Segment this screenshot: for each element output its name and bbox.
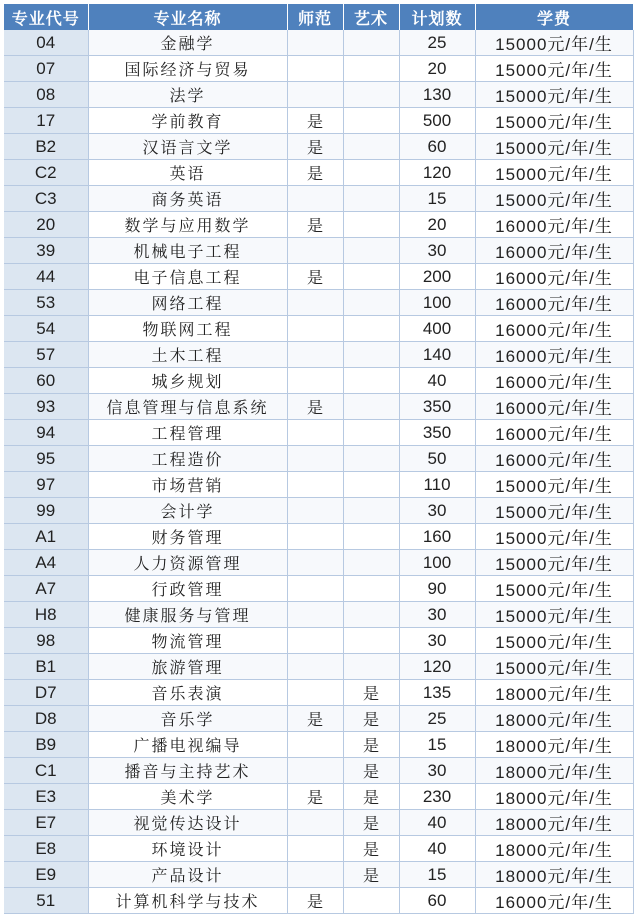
cell-fee: 15000元/年/生 — [475, 550, 633, 576]
cell-fee: 15000元/年/生 — [475, 498, 633, 524]
cell-code: 95 — [4, 446, 88, 472]
cell-name: 物流管理 — [88, 628, 287, 654]
cell-normal: 是 — [287, 784, 343, 810]
cell-fee: 15000元/年/生 — [475, 30, 633, 56]
cell-plan: 60 — [399, 888, 475, 914]
cell-code: 54 — [4, 316, 88, 342]
cell-normal — [287, 420, 343, 446]
cell-plan: 40 — [399, 368, 475, 394]
cell-code: E3 — [4, 784, 88, 810]
table-row — [4, 602, 633, 628]
cell-code: C2 — [4, 160, 88, 186]
table-row — [4, 680, 633, 706]
cell-name: 数学与应用数学 — [88, 212, 287, 238]
cell-normal — [287, 524, 343, 550]
cell-code: B2 — [4, 134, 88, 160]
cell-art: 是 — [343, 680, 399, 706]
table-row — [4, 56, 633, 82]
major-table-container — [4, 4, 633, 914]
cell-code: 44 — [4, 264, 88, 290]
cell-fee: 16000元/年/生 — [475, 290, 633, 316]
cell-art — [343, 472, 399, 498]
cell-normal — [287, 732, 343, 758]
cell-code: 99 — [4, 498, 88, 524]
cell-art — [343, 524, 399, 550]
cell-normal — [287, 30, 343, 56]
cell-normal — [287, 472, 343, 498]
cell-plan: 500 — [399, 108, 475, 134]
table-row — [4, 212, 633, 238]
cell-plan: 90 — [399, 576, 475, 602]
cell-name: 音乐学 — [88, 706, 287, 732]
header-name: 专业名称 — [88, 4, 287, 30]
cell-fee: 16000元/年/生 — [475, 420, 633, 446]
table-row — [4, 628, 633, 654]
cell-name: 环境设计 — [88, 836, 287, 862]
cell-fee: 15000元/年/生 — [475, 186, 633, 212]
cell-fee: 18000元/年/生 — [475, 836, 633, 862]
cell-fee: 15000元/年/生 — [475, 82, 633, 108]
table-row — [4, 498, 633, 524]
table-row — [4, 810, 633, 836]
cell-name: 工程管理 — [88, 420, 287, 446]
cell-plan: 120 — [399, 654, 475, 680]
cell-code: 08 — [4, 82, 88, 108]
table-row — [4, 264, 633, 290]
cell-art — [343, 56, 399, 82]
cell-code: E7 — [4, 810, 88, 836]
table-header-row — [4, 4, 633, 30]
cell-code: 97 — [4, 472, 88, 498]
table-row — [4, 784, 633, 810]
cell-plan: 40 — [399, 810, 475, 836]
table-row — [4, 472, 633, 498]
cell-normal: 是 — [287, 212, 343, 238]
cell-art — [343, 134, 399, 160]
header-code: 专业代号 — [4, 4, 88, 30]
table-row — [4, 862, 633, 888]
cell-plan: 25 — [399, 706, 475, 732]
cell-fee: 18000元/年/生 — [475, 706, 633, 732]
cell-name: 金融学 — [88, 30, 287, 56]
cell-fee: 16000元/年/生 — [475, 446, 633, 472]
cell-plan: 30 — [399, 602, 475, 628]
cell-normal — [287, 316, 343, 342]
cell-art: 是 — [343, 732, 399, 758]
cell-plan: 30 — [399, 758, 475, 784]
cell-fee: 15000元/年/生 — [475, 108, 633, 134]
cell-art — [343, 212, 399, 238]
cell-plan: 30 — [399, 238, 475, 264]
table-row — [4, 758, 633, 784]
cell-plan: 200 — [399, 264, 475, 290]
cell-name: 电子信息工程 — [88, 264, 287, 290]
cell-art — [343, 498, 399, 524]
cell-art — [343, 368, 399, 394]
cell-art — [343, 446, 399, 472]
cell-code: 07 — [4, 56, 88, 82]
cell-art — [343, 342, 399, 368]
cell-name: 学前教育 — [88, 108, 287, 134]
cell-name: 计算机科学与技术 — [88, 888, 287, 914]
cell-normal — [287, 680, 343, 706]
cell-fee: 15000元/年/生 — [475, 472, 633, 498]
cell-normal — [287, 758, 343, 784]
cell-code: D7 — [4, 680, 88, 706]
cell-plan: 20 — [399, 212, 475, 238]
cell-code: 93 — [4, 394, 88, 420]
cell-normal — [287, 238, 343, 264]
cell-name: 会计学 — [88, 498, 287, 524]
table-row — [4, 82, 633, 108]
table-row — [4, 654, 633, 680]
cell-name: 美术学 — [88, 784, 287, 810]
cell-code: E9 — [4, 862, 88, 888]
cell-code: C1 — [4, 758, 88, 784]
cell-name: 行政管理 — [88, 576, 287, 602]
cell-code: A4 — [4, 550, 88, 576]
cell-art — [343, 82, 399, 108]
cell-code: 98 — [4, 628, 88, 654]
cell-art — [343, 264, 399, 290]
cell-name: 工程造价 — [88, 446, 287, 472]
cell-name: 财务管理 — [88, 524, 287, 550]
cell-art: 是 — [343, 784, 399, 810]
cell-plan: 230 — [399, 784, 475, 810]
cell-normal — [287, 290, 343, 316]
cell-name: 英语 — [88, 160, 287, 186]
cell-normal: 是 — [287, 160, 343, 186]
table-row — [4, 108, 633, 134]
cell-name: 广播电视编导 — [88, 732, 287, 758]
cell-code: 94 — [4, 420, 88, 446]
cell-name: 人力资源管理 — [88, 550, 287, 576]
cell-art — [343, 290, 399, 316]
cell-normal — [287, 836, 343, 862]
cell-fee: 16000元/年/生 — [475, 394, 633, 420]
cell-plan: 400 — [399, 316, 475, 342]
cell-art — [343, 108, 399, 134]
cell-normal — [287, 186, 343, 212]
cell-code: 39 — [4, 238, 88, 264]
cell-art — [343, 30, 399, 56]
cell-normal: 是 — [287, 706, 343, 732]
cell-fee: 18000元/年/生 — [475, 862, 633, 888]
cell-normal — [287, 342, 343, 368]
cell-art — [343, 576, 399, 602]
cell-normal: 是 — [287, 888, 343, 914]
table-row — [4, 836, 633, 862]
cell-fee: 15000元/年/生 — [475, 602, 633, 628]
table-row — [4, 732, 633, 758]
cell-fee: 16000元/年/生 — [475, 368, 633, 394]
cell-code: A1 — [4, 524, 88, 550]
table-row — [4, 706, 633, 732]
cell-art — [343, 550, 399, 576]
cell-art: 是 — [343, 706, 399, 732]
cell-normal — [287, 550, 343, 576]
table-row — [4, 576, 633, 602]
cell-name: 城乡规划 — [88, 368, 287, 394]
cell-plan: 135 — [399, 680, 475, 706]
cell-code: 51 — [4, 888, 88, 914]
cell-normal: 是 — [287, 394, 343, 420]
table-row — [4, 888, 633, 914]
cell-fee: 16000元/年/生 — [475, 342, 633, 368]
table-row — [4, 160, 633, 186]
cell-code: 17 — [4, 108, 88, 134]
cell-code: A7 — [4, 576, 88, 602]
cell-normal — [287, 82, 343, 108]
table-row — [4, 342, 633, 368]
cell-art — [343, 420, 399, 446]
cell-name: 国际经济与贸易 — [88, 56, 287, 82]
cell-fee: 15000元/年/生 — [475, 160, 633, 186]
cell-name: 机械电子工程 — [88, 238, 287, 264]
cell-fee: 18000元/年/生 — [475, 784, 633, 810]
cell-normal — [287, 368, 343, 394]
cell-art — [343, 316, 399, 342]
cell-normal — [287, 654, 343, 680]
cell-code: 60 — [4, 368, 88, 394]
cell-code: B9 — [4, 732, 88, 758]
cell-art: 是 — [343, 758, 399, 784]
cell-plan: 30 — [399, 628, 475, 654]
cell-plan: 350 — [399, 420, 475, 446]
cell-fee: 18000元/年/生 — [475, 732, 633, 758]
header-plan: 计划数 — [399, 4, 475, 30]
cell-name: 物联网工程 — [88, 316, 287, 342]
table-row — [4, 420, 633, 446]
cell-fee: 16000元/年/生 — [475, 264, 633, 290]
table-row — [4, 550, 633, 576]
cell-art — [343, 888, 399, 914]
cell-plan: 25 — [399, 30, 475, 56]
cell-code: B1 — [4, 654, 88, 680]
cell-fee: 16000元/年/生 — [475, 212, 633, 238]
cell-plan: 15 — [399, 186, 475, 212]
table-row — [4, 394, 633, 420]
cell-plan: 15 — [399, 862, 475, 888]
cell-name: 法学 — [88, 82, 287, 108]
cell-fee: 16000元/年/生 — [475, 888, 633, 914]
cell-name: 音乐表演 — [88, 680, 287, 706]
cell-art — [343, 160, 399, 186]
cell-normal — [287, 862, 343, 888]
cell-fee: 18000元/年/生 — [475, 680, 633, 706]
cell-art — [343, 654, 399, 680]
cell-plan: 120 — [399, 160, 475, 186]
cell-code: 53 — [4, 290, 88, 316]
cell-fee: 15000元/年/生 — [475, 134, 633, 160]
cell-plan: 130 — [399, 82, 475, 108]
cell-plan: 60 — [399, 134, 475, 160]
cell-fee: 15000元/年/生 — [475, 576, 633, 602]
table-row — [4, 30, 633, 56]
cell-normal — [287, 446, 343, 472]
cell-name: 信息管理与信息系统 — [88, 394, 287, 420]
cell-plan: 100 — [399, 550, 475, 576]
cell-name: 播音与主持艺术 — [88, 758, 287, 784]
cell-normal — [287, 498, 343, 524]
cell-fee: 15000元/年/生 — [475, 654, 633, 680]
cell-code: C3 — [4, 186, 88, 212]
cell-code: H8 — [4, 602, 88, 628]
cell-plan: 50 — [399, 446, 475, 472]
cell-plan: 40 — [399, 836, 475, 862]
cell-name: 产品设计 — [88, 862, 287, 888]
cell-normal: 是 — [287, 264, 343, 290]
table-row — [4, 290, 633, 316]
cell-normal: 是 — [287, 108, 343, 134]
cell-normal — [287, 628, 343, 654]
cell-art — [343, 186, 399, 212]
cell-fee: 18000元/年/生 — [475, 810, 633, 836]
cell-name: 旅游管理 — [88, 654, 287, 680]
cell-art: 是 — [343, 810, 399, 836]
cell-plan: 140 — [399, 342, 475, 368]
cell-plan: 160 — [399, 524, 475, 550]
cell-plan: 15 — [399, 732, 475, 758]
cell-fee: 15000元/年/生 — [475, 56, 633, 82]
cell-normal — [287, 56, 343, 82]
cell-name: 网络工程 — [88, 290, 287, 316]
table-row — [4, 368, 633, 394]
cell-normal — [287, 602, 343, 628]
cell-code: D8 — [4, 706, 88, 732]
table-row — [4, 238, 633, 264]
cell-plan: 350 — [399, 394, 475, 420]
cell-art — [343, 394, 399, 420]
table-row — [4, 446, 633, 472]
cell-name: 视觉传达设计 — [88, 810, 287, 836]
cell-art — [343, 602, 399, 628]
cell-name: 商务英语 — [88, 186, 287, 212]
cell-art: 是 — [343, 836, 399, 862]
cell-plan: 110 — [399, 472, 475, 498]
cell-code: E8 — [4, 836, 88, 862]
cell-normal — [287, 810, 343, 836]
table-row — [4, 316, 633, 342]
table-row — [4, 524, 633, 550]
major-table — [4, 4, 634, 914]
cell-code: 20 — [4, 212, 88, 238]
cell-name: 土木工程 — [88, 342, 287, 368]
cell-normal — [287, 576, 343, 602]
cell-plan: 20 — [399, 56, 475, 82]
table-row — [4, 134, 633, 160]
cell-normal: 是 — [287, 134, 343, 160]
cell-art: 是 — [343, 862, 399, 888]
cell-fee: 15000元/年/生 — [475, 628, 633, 654]
header-art: 艺术 — [343, 4, 399, 30]
cell-code: 57 — [4, 342, 88, 368]
cell-code: 04 — [4, 30, 88, 56]
cell-art — [343, 238, 399, 264]
table-row — [4, 186, 633, 212]
cell-fee: 16000元/年/生 — [475, 316, 633, 342]
cell-fee: 18000元/年/生 — [475, 758, 633, 784]
cell-fee: 15000元/年/生 — [475, 524, 633, 550]
cell-name: 汉语言文学 — [88, 134, 287, 160]
cell-plan: 100 — [399, 290, 475, 316]
cell-name: 健康服务与管理 — [88, 602, 287, 628]
cell-fee: 16000元/年/生 — [475, 238, 633, 264]
cell-name: 市场营销 — [88, 472, 287, 498]
header-fee: 学费 — [475, 4, 633, 30]
header-normal: 师范 — [287, 4, 343, 30]
cell-art — [343, 628, 399, 654]
cell-plan: 30 — [399, 498, 475, 524]
